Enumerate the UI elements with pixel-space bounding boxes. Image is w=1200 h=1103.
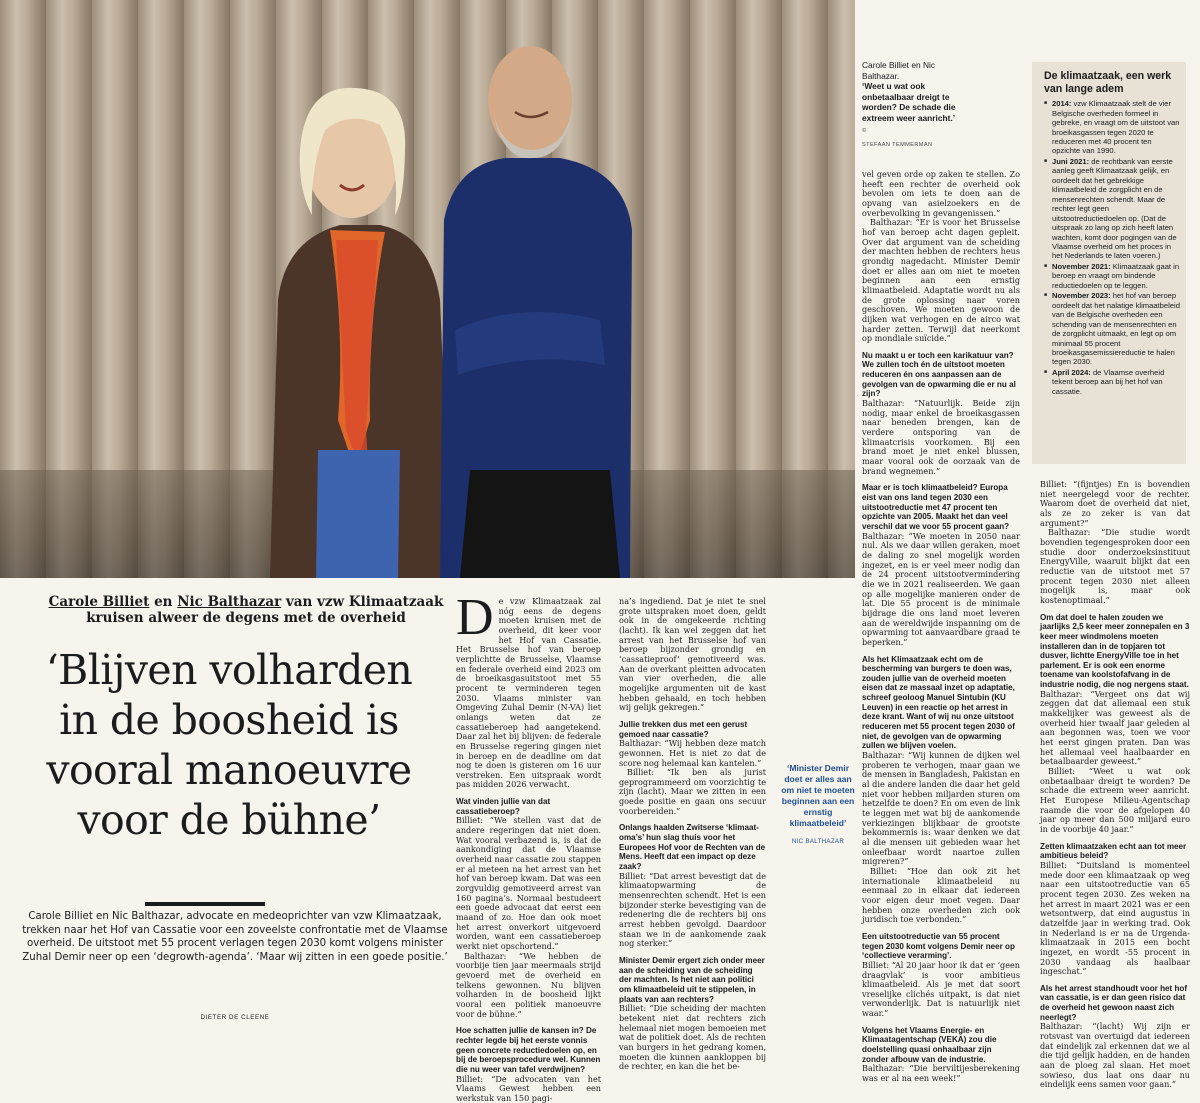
interview-question: Een uitstootreductie van 55 procent tegen 2030 komt volgens Demir neer op ‘collectieve verarming’. bbox=[862, 932, 1020, 961]
caption-credit: STEFAAN TEMMERMAN bbox=[862, 142, 956, 148]
timeline-date: April 2024: bbox=[1052, 368, 1091, 377]
paragraph: Balthazar: “Wij kunnen de dijken wel proberen te verhogen, maar gaan we de mensen in Bangladesh, Pakistan en al die andere landen die daar het geld niet voor hebben miljarden sturen om hetzelfde te doen? En om even de link te leggen met wat bij de aankomende verkiezingen blijkbaar de grootste bekommernis is: waar denken we dat al die mensen uit gebieden waar het onleefbaar wordt naartoe zullen migreren?” bbox=[862, 751, 1020, 867]
paragraph: Billiet: “Weet u wat ook onbetaalbaar dreigt te worden? De schade die extreem weer aanricht. Het Europese Milieu-Agentschap raamde die voor de afgelopen 40 jaar op meer dan 500 miljard euro in de voorbije 40 jaar.” bbox=[1040, 767, 1190, 835]
article-photo bbox=[0, 0, 855, 578]
timeline-text: het hof van beroep oordeelt dat het nalatige klimaatbeleid van de Belgische overheden een schending van de mensenrechten en de zorgplicht uitmaakt, en legt op om minimaal 55 procent broeikasgasemissiereductie te halen tegen 2030. bbox=[1052, 291, 1180, 366]
interview-question: Nu maakt u er toch een karikatuur van? We zullen toch én de uitstoot moeten reduceren én ons aanpassen aan de gevolgen van de opwarming die er nu al zijn? bbox=[862, 351, 1020, 399]
interview-question: Onlangs haalden Zwitserse ‘klimaat-oma’s’ hun slag thuis voor het Europees Hof voor de Rechten van de Mens. Heeft dat een impact op deze zaak? bbox=[619, 823, 766, 871]
pull-quote-attribution: NIC BALTHAZAR bbox=[779, 838, 857, 845]
timeline-item bbox=[1052, 99, 1180, 156]
paragraph: Balthazar: “(lacht) Wij zijn er rotsvast van overtuigd dat iedereen dat eindelijk zal erkennen dat we al die tijd gelijk hadden, en de handen aan de ploeg zal slaan. Het moet sowieso, dus laat ons daar nu eindelijk eens samen voor gaan.” bbox=[1040, 1022, 1190, 1090]
timeline-title: De klimaatzaak, een werk van lange adem bbox=[1032, 62, 1186, 99]
paragraph: Billiet: “Duitsland is momenteel mede door een klimaatzaak op weg naar een uitstootreductie van 65 procent tegen 2030. Zes weken na het arrest in maart 2021 was er een wetsontwerp, dat eind augustus in datzelfde jaar in werking trad. Ook in Nederland is er na de Urgenda-klimaatzaak in 2015 een bocht ingezet, en wordt -55 procent in 2030 vandaag als haalbaar ingeschat.” bbox=[1040, 861, 1190, 977]
paragraph: Balthazar: “Er is voor het Brusselse hof van beroep acht dagen gepleit. Over dat argument van de scheiding der machten hebben de rechters heus grondig nagedacht. Minister Demir doet er alles aan om niet te moeten beginnen aan een ernstig klimaatbeleid. Adaptatie wordt nu als de grote oplossing naar voren geschoven. We moeten gewoon de dijken wat verhogen en de airco wat harder zetten. Terwijl dat neerkomt op mondiale suïcide.” bbox=[862, 218, 1020, 344]
timeline-item bbox=[1052, 157, 1180, 261]
timeline-date: November 2023: bbox=[1052, 291, 1111, 300]
interview-question: Minister Demir ergert zich onder meer aan de scheiding van de scheiding der machten. Is het niet aan politici om klimaatbeleid uit te stippelen, in plaats van aan rechters? bbox=[619, 956, 766, 1004]
timeline-text: vzw Klimaatzaak stelt de vier Belgische overheden formeel in gebreke, en vraagt om de uitstoot van broeikasgassen tegen 2020 te reduceren met 40 procent ten opzichte van 1990. bbox=[1052, 99, 1180, 155]
interview-question: Maar er is toch klimaatbeleid? Europa eist van ons land tegen 2030 een uitstootreductie met 47 procent ten opzichte van 2005. Maakt het dan veel verschil dat we voor 55 procent gaan? bbox=[862, 483, 1020, 531]
article-column-3 bbox=[862, 170, 1020, 1084]
paragraph: Billiet: “Dat arrest bevestigt dat de klimaatopwarming de mensenrechten schendt. Het is een bijzonder sterke bevestiging van de redenering die de rechters bij ons arrest hebben gevolgd. Daardoor staan we in de aankomende zaak nog sterker.” bbox=[619, 872, 766, 949]
timeline-item bbox=[1052, 368, 1180, 396]
paragraph: Balthazar: “Die berviltijesberekening was er al na een week!” bbox=[862, 1064, 1020, 1083]
paragraph: Billiet: “De advocaten van het Vlaams Gewest hebben een werkstuk van 150 pagi- bbox=[456, 1075, 601, 1103]
interview-question: Zetten klimaatzaken echt aan tot meer ambitieus beleid? bbox=[1040, 842, 1190, 861]
paragraph: Balthazar: “Vergeet ons dat wij zeggen dat dat allemaal een stuk makkelijker was geweest als de overheid hier twaalf jaar geleden al aan begonnen was, toen we voor het eerst gingen praten. Dan was het allemaal veel haalbaarder en betaalbaarder geweest.” bbox=[1040, 690, 1190, 767]
timeline-text: Klimaatzaak gaat in beroep en vraagt om bindende reductiedoelen op te leggen. bbox=[1052, 262, 1179, 290]
article-column-4 bbox=[1040, 480, 1190, 1090]
timeline-list bbox=[1032, 99, 1186, 396]
paragraph: vel geven orde op zaken te stellen. Zo heeft een rechter de overheid ook bevolen om iets te doen aan de opvang van asielzoekers en de overbevolking in gevangenissen.” bbox=[862, 170, 1020, 218]
photo-caption bbox=[862, 60, 956, 136]
paragraph: Billiet: “Al 20 jaar hoor ik dat er ‘geen draagvlak’ is voor ambitieus klimaatbeleid. Als je met dat soort vreselijke clichés uitpakt, is dat niet verwonderlijk. Dat is natuurlijk niet waar.” bbox=[862, 961, 1020, 1019]
timeline-item bbox=[1052, 262, 1180, 290]
paragraph: Billiet: “Ik ben als jurist geprogrammeerd om voorzichtig te zijn (lacht). Maar we zitten in een goede positie en gaan ons secuur voorbereiden.” bbox=[619, 768, 766, 816]
caption-copyright: © bbox=[862, 128, 867, 134]
timeline-box bbox=[1032, 62, 1186, 464]
headline-divider bbox=[145, 902, 265, 906]
article-kicker bbox=[40, 594, 452, 626]
paragraph: Billiet: “(fijntjes) En is bovendien niet neergelegd voor de rechter. Waarom doet de overheid dat niet, als ze zo zeker is van dat argument?” bbox=[1040, 480, 1190, 528]
author-credit: DIETER DE CLEENE bbox=[170, 1014, 300, 1021]
article-headline: ‘Blijven volharden in de boosheid is vooral manoeuvre voor de bühne’ bbox=[24, 645, 434, 845]
paragraph: Billiet: “We stellen vast dat de andere regeringen dat niet doen. Wat vooral verbazend is, is dat de aankondiging dat de Vlaamse overheid naar cassatie zou stappen er al meteen na het arrest van het hof van beroep kwam. Dat was een zorgvuldig gemotiveerd arrest van 160 pagina’s. Normaal bestudeert een goede advocaat dat eerst een maand of zo. Hoe dan ook moet het arrest onverkort uitgevoerd worden, want een cassatieberoep werkt niet opschortend.” bbox=[456, 816, 601, 951]
timeline-text: de rechtbank van eerste aanleg geeft Klimaatzaak gelijk, en oordeelt dat het gebrekkige klimaatbeleid de zorgplicht en de mensenrechten schendt. Maar de rechter legt geen uitstootreductiedoelen op. (Dat de uitspraak zo lang op zich heeft laten wachten, komt door pogingen van de Vlaamse overheid om het proces in het Nederlands te laten voeren.) bbox=[1052, 157, 1177, 261]
portrait-photo-image bbox=[0, 0, 855, 578]
paragraph: Balthazar: “Wij hebben deze match gewonnen. Het is niet zo dat de score nog helemaal kan kantelen.” bbox=[619, 739, 766, 768]
kicker-and: en bbox=[154, 594, 172, 610]
paragraph: Billiet: “Die scheiding der machten betekent niet dat rechters zich helemaal niet mogen bemoeien met wat de politiek doet. Als de rechten van burgers in het gedrang komen, moeten die kunnen aankloppen bij de rechter, en kan die het be- bbox=[619, 1004, 766, 1072]
interview-question: Om dat doel te halen zouden we jaarlijks 2,5 keer meer zonnepalen en 3 keer meer windmolens moeten installeren dan in de topjaren tot dusver, lichtte EnergyVille toe in het parlement. Er is ook een enorme toename van koolstofafvang in de industrie nodig, die nog nergens staat. bbox=[1040, 613, 1190, 690]
paragraph: Balthazar: “Natuurlijk. Beide zijn nodig, maar enkel de broeikasgassen naar beneden brengen, kan de verdere ontsporing van de klimaatcrisis voorkomen. Bij een brand moet je niet enkel blussen, maar vooral ook de oorzaak van de brand wegnemen.” bbox=[862, 399, 1020, 476]
timeline-date: Juni 2021: bbox=[1052, 157, 1089, 166]
paragraph: Balthazar: “We moeten in 2050 naar nul. Als we daar willen geraken, moet de daling zo snel mogelijk worden ingezet, en is er veel meer nodig dan de 24 procent uitstootvermindering die we in 2021 realiseerden. We gaan op alle mogelijke manieren onder de lat. Die 55 procent is de minimale bijdrage die ons land moet leveren aan de wereldwijde inspanning om de opwarming tot aanvaardbare graad te beperken.” bbox=[862, 532, 1020, 648]
caption-quote: ‘Weet u wat ook onbetaalbaar dreigt te worden? De schade die extreem weer aanricht.’ bbox=[862, 81, 956, 123]
kicker-rest: van vzw Klimaatzaak kruisen alweer de degens met de overheid bbox=[86, 594, 443, 626]
paragraph: Balthazar: “We hebben de voorbije tien jaar meermaals strijd gevoerd met de overheid en telkens gewonnen. Nu blijven volharden in de boosheid lijkt vooral een politiek manoeuvre voor de bühne.” bbox=[456, 952, 601, 1020]
article-column-2 bbox=[619, 597, 766, 1072]
interview-question: Hoe schatten jullie de kansen in? De rechter legde bij het eerste vonnis geen concrete reductiedoelen op, en bij de beroepsprocedure wel. Kunnen die nu weer van tafel verdwijnen? bbox=[456, 1026, 601, 1074]
timeline-date: November 2021: bbox=[1052, 262, 1111, 271]
paragraph: Billiet: “Hoe dan ook zit het internationale klimaatbeleid nu eenmaal zo in elkaar dat iedereen voor eigen deur moet vegen. Daar hebben onze overheden zich ook juridisch toe verbonden.” bbox=[862, 867, 1020, 925]
timeline-date: 2014: bbox=[1052, 99, 1071, 108]
pull-quote: ‘Minister Demir doet er alles aan om niet te moeten beginnen aan een ernstig klimaatbeleid’ bbox=[779, 763, 857, 829]
kicker-name-2: Nic Balthazar bbox=[177, 594, 281, 610]
drop-cap: D bbox=[456, 598, 494, 638]
interview-question: Als het arrest standhoudt voor het hof van cassatie, is er dan geen risico dat de overheid het gewoon naast zich neerlegt? bbox=[1040, 984, 1190, 1023]
interview-question: Wat vinden jullie van dat cassatieberoep? bbox=[456, 797, 601, 816]
timeline-text: de Vlaamse overheid tekent beroep aan bij het hof van cassatie. bbox=[1052, 368, 1164, 396]
caption-names: Carole Billiet en Nic Balthazar. bbox=[862, 60, 935, 81]
interview-question: Volgens het Vlaams Energie- en Klimaatagentschap (VEKA) zou die doelstelling quasi onhaalbaar zijn zonder afbouw van de industrie. bbox=[862, 1026, 1020, 1065]
interview-question: Jullie trekken dus met een gerust gemoed naar cassatie? bbox=[619, 720, 766, 739]
article-column-1 bbox=[456, 597, 601, 1103]
paragraph: na’s ingediend. Dat je niet te snel grote uitspraken moet doen, geldt ook in de omgekeerde richting (lacht). Ik kan wel zeggen dat het arrest van het Brusselse hof van beroep bijzonder grondig en ‘cassatieproof’ gemotiveerd was. Aan de overkant pleitten advocaten van vier overheden, die alle mogelijke argumenten uit de kast hebben gehaald, en toch hebben wij gelijk gekregen.” bbox=[619, 597, 766, 713]
kicker-name-1: Carole Billiet bbox=[49, 594, 150, 610]
timeline-item bbox=[1052, 291, 1180, 367]
paragraph: e vzw Klimaatzaak zal nóg eens de degens moeten kruisen met de overheid, dit keer voor het Hof van Cassatie. Het Brusselse hof van beroep verplichtte de Brusselse, Vlaamse en federale overheid eind 2023 om de broeikasgasuitstoot met 55 procent te verminderen tegen 2030. Vlaams minister van Omgeving Zuhal Demir (N-VA) liet onlangs weten dat ze cassatieberoep had aangetekend. Daar zal het bij blijven: de federale en Brusselse regering gingen niet in beroep en de deadline om dat nog te doen is gisteren om 16 uur verstreken. Een uitspraak wordt pas midden 2026 verwacht. bbox=[456, 596, 601, 789]
article-intro: Carole Billiet en Nic Balthazar, advocate en medeoprichter van vzw Klimaatzaak, trekken naar het Hof van Cassatie voor een zoveelste confrontatie met de Vlaamse overheid. De uitstoot met 55 procent verlagen tegen 2030 komt volgens minister Zuhal Demir neer op een ‘degrowth-agenda’. ‘Maar wij zitten in een goede positie.’ bbox=[20, 910, 450, 964]
paragraph: Balthazar: “Die studie wordt bovendien tegengesproken door een studie door onderzoeksinstituut EnergyVille, waaruit blijkt dat een reductie van de uitstoot met 57 procent tegen 2030 niet alleen mogelijk is, maar ook kostenoptimaal.” bbox=[1040, 528, 1190, 605]
interview-question: Als het Klimaatzaak echt om de bescherming van burgers te doen was, zouden jullie van de overheid moeten eisen dat ze massaal inzet op adaptatie, schreef geoloog Manuel Sintubin (KU Leuven) in een reactie op het arrest in deze krant. Want of wij nu onze uitstoot reduceren met 55 procent tegen 2030 of niet, de gevolgen van de opwarming zullen we blijven voelen. bbox=[862, 655, 1020, 752]
